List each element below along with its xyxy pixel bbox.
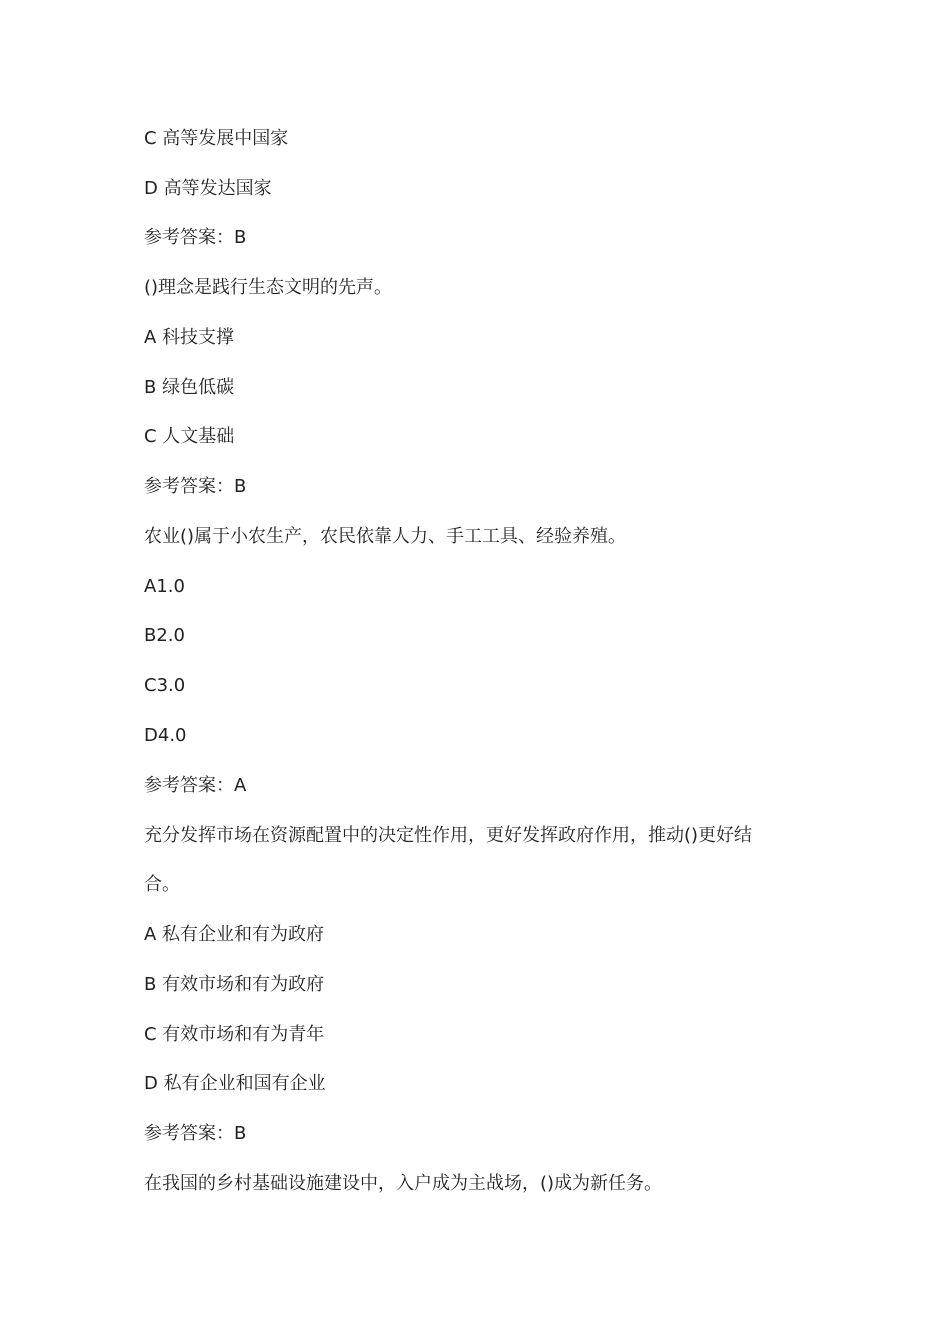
question-text: 充分发挥市场在资源配置中的决定性作用，更好发挥政府作用，推动()更好结 — [144, 825, 753, 846]
answer-line: 参考答案：B — [144, 1123, 247, 1144]
option-c: C 有效市场和有为青年 — [144, 1024, 325, 1045]
answer-line: 参考答案：B — [144, 476, 247, 497]
answer-line: 参考答案：B — [144, 227, 247, 248]
option-d: D4.0 — [144, 725, 187, 746]
option-b: B 绿色低碳 — [144, 377, 235, 398]
question-text: 在我国的乡村基础设施建设中，入户成为主战场，()成为新任务。 — [144, 1173, 663, 1194]
question-text: ()理念是践行生态文明的先声。 — [144, 277, 393, 298]
option-d: D 高等发达国家 — [144, 178, 272, 199]
option-a: A1.0 — [144, 576, 185, 597]
option-d: D 私有企业和国有企业 — [144, 1073, 326, 1094]
option-c: C 人文基础 — [144, 426, 235, 447]
answer-line: 参考答案：A — [144, 775, 247, 796]
option-b: B2.0 — [144, 625, 185, 646]
question-text: 农业()属于小农生产，农民依靠人力、手工工具、经验养殖。 — [144, 526, 627, 547]
option-c: C 高等发展中国家 — [144, 128, 289, 149]
question-text-continued: 合。 — [144, 874, 180, 895]
option-a: A 科技支撑 — [144, 327, 235, 348]
option-b: B 有效市场和有为政府 — [144, 974, 325, 995]
option-c: C3.0 — [144, 675, 186, 696]
option-a: A 私有企业和有为政府 — [144, 924, 325, 945]
